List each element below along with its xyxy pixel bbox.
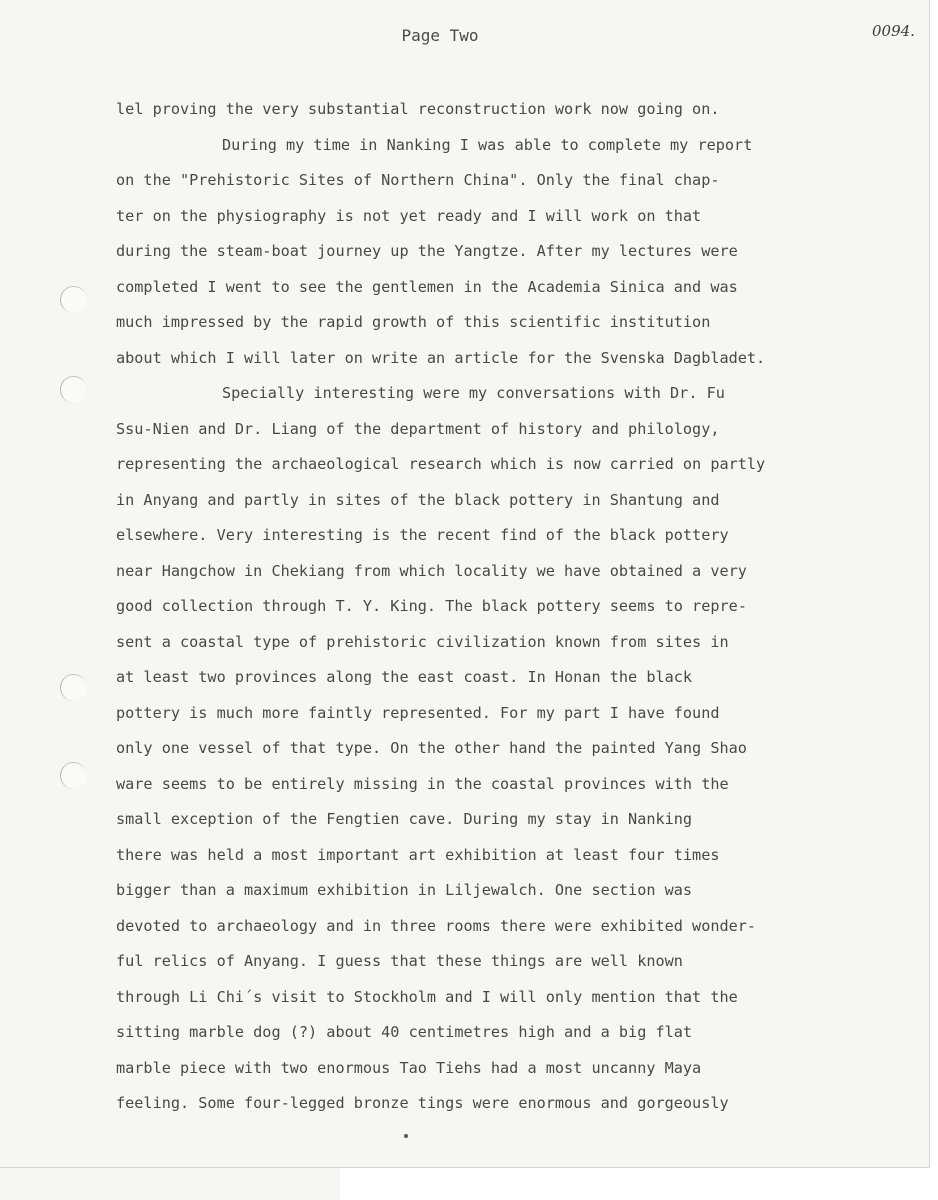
text-line: ter on the physiography is not yet ready and I will work on that bbox=[116, 206, 702, 225]
text-line: feeling. Some four-legged bronze tings were enormous and gorgeously bbox=[116, 1094, 729, 1112]
text-line: on the "Prehistoric Sites of Northern China". Only the final chap- bbox=[116, 171, 720, 189]
text-line: ful relics of Anyang. I guess that these things are well known bbox=[116, 952, 683, 970]
ink-dot bbox=[404, 1134, 408, 1138]
text-line: sitting marble dog (?) about 40 centimetres high and a big flat bbox=[116, 1023, 693, 1041]
page-title: Page Two bbox=[401, 26, 479, 45]
text-line: through Li Chi´s visit to Stockholm and I will only mention that the bbox=[116, 987, 738, 1006]
text-line: devoted to archaeology and in three rooms there were exhibited wonder- bbox=[116, 916, 757, 935]
punch-hole bbox=[60, 376, 87, 403]
text-line: completed I went to see the gentlemen in the Academia Sinica and was bbox=[116, 277, 738, 296]
text-line: marble piece with two enormous Tao Tiehs had a most uncanny Maya bbox=[116, 1058, 702, 1077]
text-line: Ssu-Nien and Dr. Liang of the department of history and philology, bbox=[116, 419, 720, 438]
text-line: only one vessel of that type. On the other hand the painted Yang Shao bbox=[116, 739, 747, 757]
text-line: representing the archaeological research which is now carried on partly bbox=[116, 455, 766, 473]
punch-hole bbox=[60, 762, 87, 789]
text-line: much impressed by the rapid growth of this scientific institution bbox=[116, 313, 711, 331]
punch-hole bbox=[60, 286, 87, 313]
text-line: good collection through T. Y. King. The black pottery seems to repre- bbox=[116, 597, 747, 615]
body-text bbox=[116, 92, 876, 1122]
text-line: Specially interesting were my conversations with Dr. Fu bbox=[222, 384, 725, 402]
text-line: about which I will later on write an article for the Svenska Dagbladet. bbox=[116, 348, 766, 367]
text-line: small exception of the Fengtien cave. During my stay in Nanking bbox=[116, 810, 693, 828]
text-line: near Hangchow in Chekiang from which locality we have obtained a very bbox=[116, 561, 747, 580]
text-line: lel proving the very substantial reconstruction work now going on. bbox=[116, 100, 720, 118]
text-line: in Anyang and partly in sites of the black pottery in Shantung and bbox=[116, 490, 720, 509]
text-line: pottery is much more faintly represented. For my part I have found bbox=[116, 703, 720, 722]
text-line: during the steam-boat journey up the Yangtze. After my lectures were bbox=[116, 242, 738, 260]
page-number: 0094. bbox=[872, 22, 915, 40]
text-line: bigger than a maximum exhibition in Liljewalch. One section was bbox=[116, 881, 693, 899]
text-line: sent a coastal type of prehistoric civilization known from sites in bbox=[116, 632, 729, 651]
page-torn-edge bbox=[0, 1168, 340, 1200]
text-line: elsewhere. Very interesting is the recent find of the black pottery bbox=[116, 526, 729, 544]
text-line: there was held a most important art exhibition at least four times bbox=[116, 845, 720, 864]
punch-hole bbox=[60, 674, 87, 701]
text-line: at least two provinces along the east coast. In Honan the black bbox=[116, 668, 693, 686]
text-line: ware seems to be entirely missing in the coastal provinces with the bbox=[116, 774, 729, 793]
text-line: During my time in Nanking I was able to complete my report bbox=[222, 135, 753, 154]
